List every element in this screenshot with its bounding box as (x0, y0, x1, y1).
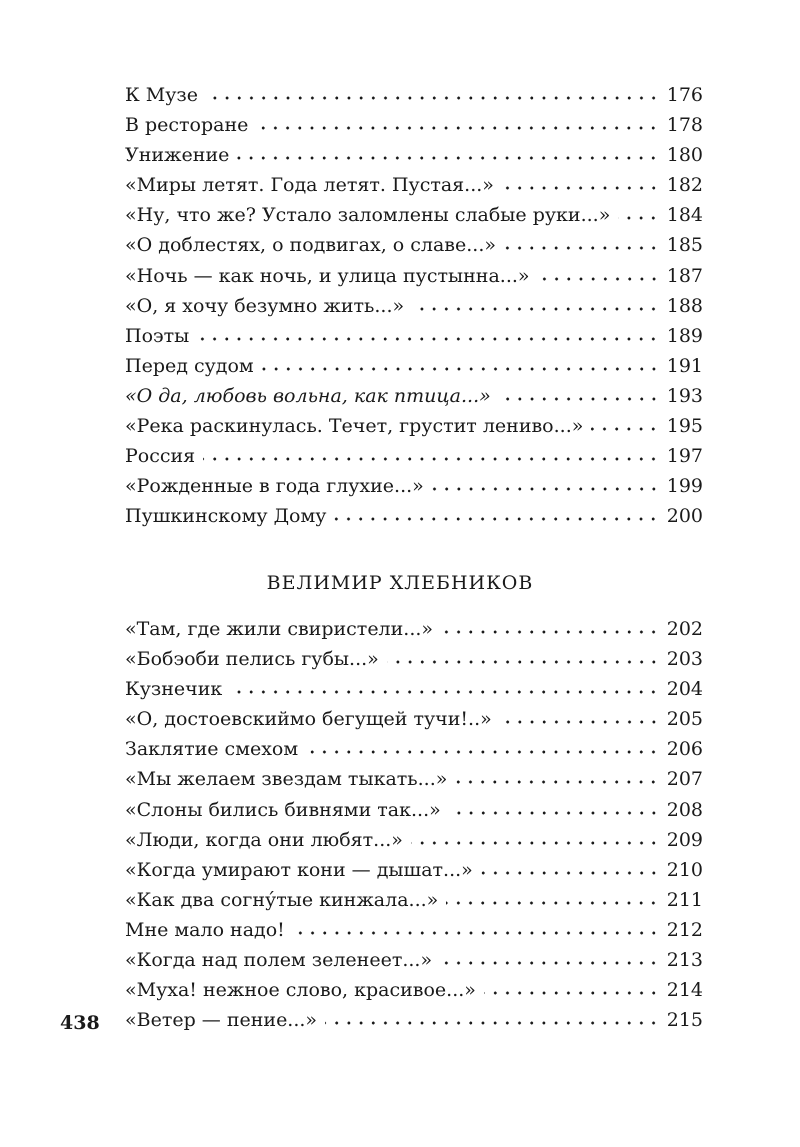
toc-entry-title: «О, я хочу безумно жить...» (125, 294, 405, 317)
toc-entry-title: «Люди, когда они любят...» (125, 828, 403, 851)
toc-entry (125, 764, 703, 794)
toc-entry-title: «Ну, что же? Устало заломлены слабые руки...» (125, 204, 611, 227)
toc-entry-page: 184 (666, 204, 703, 227)
toc-list-blok (125, 80, 703, 531)
toc-entry-page: 207 (666, 768, 703, 791)
toc-entry-title: «Там, где жили свиристели...» (125, 618, 434, 640)
toc-entry (125, 170, 703, 200)
dot-leader (256, 126, 659, 130)
dot-leader (325, 1021, 660, 1025)
toc-entry-title: «Муха! нежное слово, красивое...» (125, 979, 476, 1002)
toc-entry-page: 200 (666, 505, 703, 528)
toc-entry-title: «Бобэоби пелись губы...» (125, 648, 379, 671)
toc-entry-page: 208 (666, 798, 703, 821)
toc-entry (125, 885, 703, 915)
toc-entry-title: В ресторане (125, 114, 249, 137)
toc-entry-title: «Как два согну́тые кинжала...» (125, 888, 439, 911)
toc-entry-title: Мне мало надо! (125, 918, 285, 941)
dot-leader (206, 96, 660, 100)
dot-leader (455, 780, 659, 784)
toc-entry-title: «Рожденные в года глухие...» (125, 475, 424, 498)
toc-entry-title: «О доблестях, о подвигах, о славе...» (125, 234, 496, 257)
toc-entry-page: 197 (666, 445, 703, 468)
toc-entry (125, 1005, 703, 1035)
toc-entry-title: Перед судом (125, 354, 254, 377)
dot-leader (499, 397, 660, 401)
dot-leader (203, 457, 660, 461)
toc-entry-title: «Когда над полем зеленеет...» (125, 949, 433, 972)
toc-entry-title: Кузнечик (125, 678, 223, 701)
toc-entry-title: «Слоны бились бивнями так...» (125, 798, 441, 821)
toc-entry-page: 202 (666, 618, 703, 640)
toc-entry-title: Поэты (125, 324, 190, 347)
toc-entry (125, 441, 703, 471)
dot-leader (293, 931, 660, 935)
toc-entry-page: 199 (666, 475, 703, 498)
toc-entry (125, 704, 703, 734)
toc-entry-page: 206 (666, 738, 703, 761)
toc-entry-page: 212 (666, 918, 703, 941)
toc-entry-title: «Когда умирают кони — дышат...» (125, 858, 473, 881)
dot-leader (197, 337, 659, 341)
toc-entry-page: 193 (666, 384, 703, 407)
toc-entry-page: 209 (666, 828, 703, 851)
toc-entry-title: «Миры летят. Года летят. Пустая...» (125, 174, 494, 197)
toc-entry (125, 291, 703, 321)
dot-leader (449, 811, 660, 815)
toc-entry-page: 189 (666, 324, 703, 347)
dot-leader (412, 307, 660, 311)
toc-entry (125, 674, 703, 704)
dot-leader (502, 186, 660, 190)
toc-entry (125, 351, 703, 381)
dot-leader (230, 690, 659, 694)
toc-entry-title: «Река раскинулась. Течет, грустит лениво...» (125, 415, 584, 438)
toc-entry-page: 188 (666, 294, 703, 317)
toc-entry-page: 185 (666, 234, 703, 257)
section-heading: ВЕЛИМИР ХЛЕБНИКОВ (266, 572, 534, 594)
toc-entry (125, 261, 703, 291)
dot-leader (481, 871, 660, 875)
toc-entry (125, 411, 703, 441)
toc-entry-page: 176 (666, 84, 703, 106)
toc-entry (125, 321, 703, 351)
toc-entry (125, 855, 703, 885)
toc-entry-page: 213 (666, 949, 703, 972)
toc-entry-title: «О да, любовь вольна, как птица...» (125, 384, 491, 407)
toc-entry-page: 180 (666, 144, 703, 167)
toc-entry (125, 110, 703, 140)
toc-entry-title: «Ветер — пение...» (125, 1009, 318, 1032)
toc-entry-page: 203 (666, 648, 703, 671)
toc-entry-title: Заклятие смехом (125, 738, 299, 761)
toc-entry (125, 795, 703, 825)
toc-entry-title: «Ночь — как ночь, и улица пустынна...» (125, 264, 530, 287)
dot-leader (237, 156, 659, 160)
toc-entry (125, 945, 703, 975)
toc-entry (125, 501, 703, 531)
toc-list-khlebnikov (125, 614, 703, 1035)
toc-entry-page: 187 (666, 264, 703, 287)
dot-leader (334, 517, 659, 521)
toc-entry-title: Россия (125, 445, 196, 468)
toc-entry-title: «Мы желаем звездам тыкать...» (125, 768, 448, 791)
toc-entry (125, 644, 703, 674)
dot-leader (484, 991, 660, 995)
toc-entry-title: Унижение (125, 144, 230, 167)
dot-leader (441, 630, 660, 634)
dot-leader (440, 961, 660, 965)
toc-entry-title: Пушкинскому Дому (125, 505, 327, 528)
dot-leader (387, 660, 660, 664)
dot-leader (262, 367, 660, 371)
dot-leader (591, 427, 659, 431)
toc-entry (125, 915, 703, 945)
toc-entry-page: 191 (666, 354, 703, 377)
toc-entry-page: 214 (666, 979, 703, 1002)
toc-entry (125, 230, 703, 260)
dot-leader (432, 487, 660, 491)
dot-leader (618, 216, 659, 220)
toc-entry (125, 734, 703, 764)
page-number: 438 (60, 1012, 100, 1034)
dot-leader (306, 750, 660, 754)
toc-entry (125, 825, 703, 855)
toc-entry (125, 381, 703, 411)
dot-leader (538, 277, 660, 281)
toc-entry (125, 200, 703, 230)
toc-entry (125, 614, 703, 644)
dot-leader (500, 720, 660, 724)
toc-entry-page: 182 (666, 174, 703, 197)
toc-entry (125, 471, 703, 501)
toc-entry-page: 195 (666, 415, 703, 438)
toc-entry (125, 975, 703, 1005)
toc-entry-title: К Музе (125, 84, 198, 106)
toc-entry (125, 140, 703, 170)
toc-entry-page: 178 (666, 114, 703, 137)
toc-entry-page: 205 (666, 708, 703, 731)
toc-entry-page: 210 (666, 858, 703, 881)
toc-entry (125, 80, 703, 110)
toc-entry-title: «О, достоевскиймо бегущей тучи!..» (125, 708, 492, 731)
toc-entry-page: 215 (666, 1009, 703, 1032)
toc-entry-page: 211 (666, 888, 703, 911)
dot-leader (504, 246, 660, 250)
dot-leader (411, 841, 660, 845)
toc-entry-page: 204 (666, 678, 703, 701)
dot-leader (446, 901, 659, 905)
